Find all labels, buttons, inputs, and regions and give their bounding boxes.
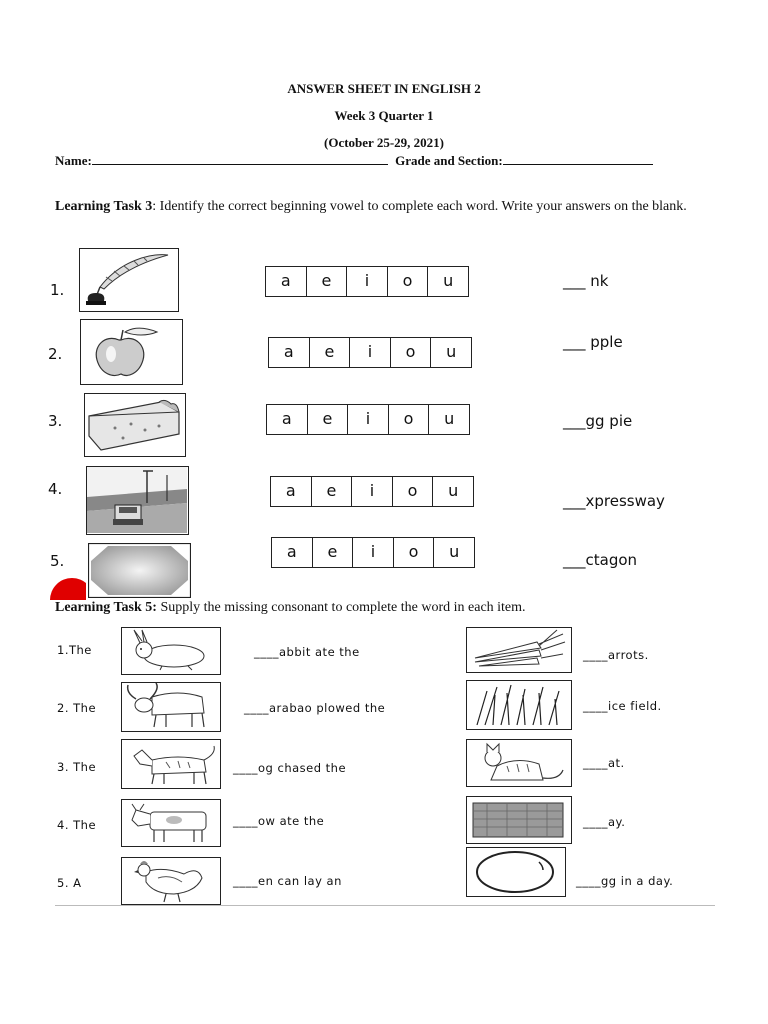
rice-plant-icon	[466, 680, 572, 730]
vowel-o: o	[391, 338, 432, 367]
vowel-u: u	[446, 342, 457, 361]
vowel-a: a	[269, 338, 310, 367]
expressway-icon	[86, 466, 189, 535]
grade-section-label: Grade and Section:	[395, 153, 503, 168]
cow-icon	[121, 799, 221, 847]
vowel-u: u	[444, 409, 455, 428]
grade-section-field[interactable]	[503, 152, 653, 165]
cat-icon	[466, 739, 572, 787]
vowel-i: i	[348, 405, 389, 434]
task5-label: Learning Task 5:	[55, 600, 157, 615]
vowel-u: u	[443, 271, 454, 290]
task5-sentence-part: ____ice field.	[583, 699, 662, 713]
vowel-i: i	[352, 477, 393, 506]
task5-sentence-part: ____arrots.	[583, 648, 649, 662]
vowel-e: e	[312, 477, 353, 506]
task3-word: ___xpressway	[563, 492, 665, 510]
bottom-divider	[55, 905, 715, 906]
task5-item-number: 2. The	[57, 701, 97, 715]
vowel-choice-box	[268, 337, 472, 368]
carabao-icon	[121, 682, 221, 732]
name-label: Name:	[55, 153, 92, 168]
vowel-choice-box	[265, 266, 469, 297]
task5-sentence-part: ____ow ate the	[233, 814, 325, 828]
apple-icon	[80, 319, 183, 385]
vowel-e: e	[313, 538, 354, 567]
page-title: ANSWER SHEET IN ENGLISH 2	[287, 81, 481, 96]
task3-word: ___ctagon	[563, 551, 638, 569]
vowel-e: e	[308, 405, 349, 434]
task3-item-number: 4.	[48, 480, 63, 498]
vowel-choice-box	[266, 404, 470, 435]
vowel-o: o	[394, 538, 435, 567]
task3-instructions	[55, 197, 713, 216]
task5-item-number: 1.The	[57, 643, 92, 657]
task5-sentence-part: ____en can lay an	[233, 874, 342, 888]
task3-item-number: 1.	[50, 281, 65, 299]
vowel-e: e	[310, 338, 351, 367]
date-range: (October 25-29, 2021)	[324, 135, 444, 150]
name-grade-line	[55, 152, 653, 169]
red-corner-shape	[48, 578, 86, 600]
task5-item-number: 3. The	[57, 760, 97, 774]
task3-instruction-text: : Identify the correct beginning vowel to complete each word. Write your answers on the blank.	[152, 199, 687, 214]
quill-ink-icon	[79, 248, 179, 312]
vowel-choice-box	[270, 476, 474, 507]
task5-sentence-part: ____gg in a day.	[576, 874, 674, 888]
task5-sentence-part: ____arabao plowed the	[244, 701, 386, 715]
week-quarter: Week 3 Quarter 1	[334, 108, 434, 123]
vowel-i: i	[353, 538, 394, 567]
vowel-o: o	[389, 405, 430, 434]
vowel-u: u	[448, 481, 459, 500]
pie-icon	[84, 393, 186, 457]
rabbit-icon	[121, 627, 221, 675]
egg-icon	[466, 847, 566, 897]
task5-sentence-part: ____abbit ate the	[254, 645, 360, 659]
task5-sentence-part: ____og chased the	[233, 761, 347, 775]
vowel-a: a	[267, 405, 308, 434]
task3-word: ___ nk	[563, 272, 609, 290]
task5-item-number: 5. A	[57, 876, 82, 890]
vowel-choice-box	[271, 537, 475, 568]
name-field[interactable]	[92, 152, 388, 165]
vowel-e: e	[307, 267, 348, 296]
vowel-i: i	[347, 267, 388, 296]
task5-instructions	[55, 598, 713, 617]
task3-item-number: 5.	[50, 552, 65, 570]
task3-word: ___gg pie	[563, 412, 633, 430]
octagon-icon	[88, 543, 191, 598]
hen-icon	[121, 857, 221, 905]
vowel-i: i	[350, 338, 391, 367]
dog-icon	[121, 739, 221, 789]
task5-instruction-text: Supply the missing consonant to complete the word in each item.	[156, 600, 526, 615]
task5-item-number: 4. The	[57, 818, 97, 832]
vowel-o: o	[393, 477, 434, 506]
vowel-a: a	[266, 267, 307, 296]
vowel-u: u	[449, 542, 460, 561]
task3-item-number: 3.	[48, 412, 63, 430]
task3-word: ___ pple	[563, 333, 623, 351]
task3-label: Learning Task 3	[55, 199, 153, 214]
vowel-a: a	[272, 538, 313, 567]
task5-sentence-part: ____at.	[583, 756, 625, 770]
vowel-o: o	[388, 267, 429, 296]
vowel-a: a	[271, 477, 312, 506]
hay-bale-icon	[466, 796, 572, 844]
task5-sentence-part: ____ay.	[583, 815, 626, 829]
task3-item-number: 2.	[48, 345, 63, 363]
carrots-icon	[466, 627, 572, 673]
